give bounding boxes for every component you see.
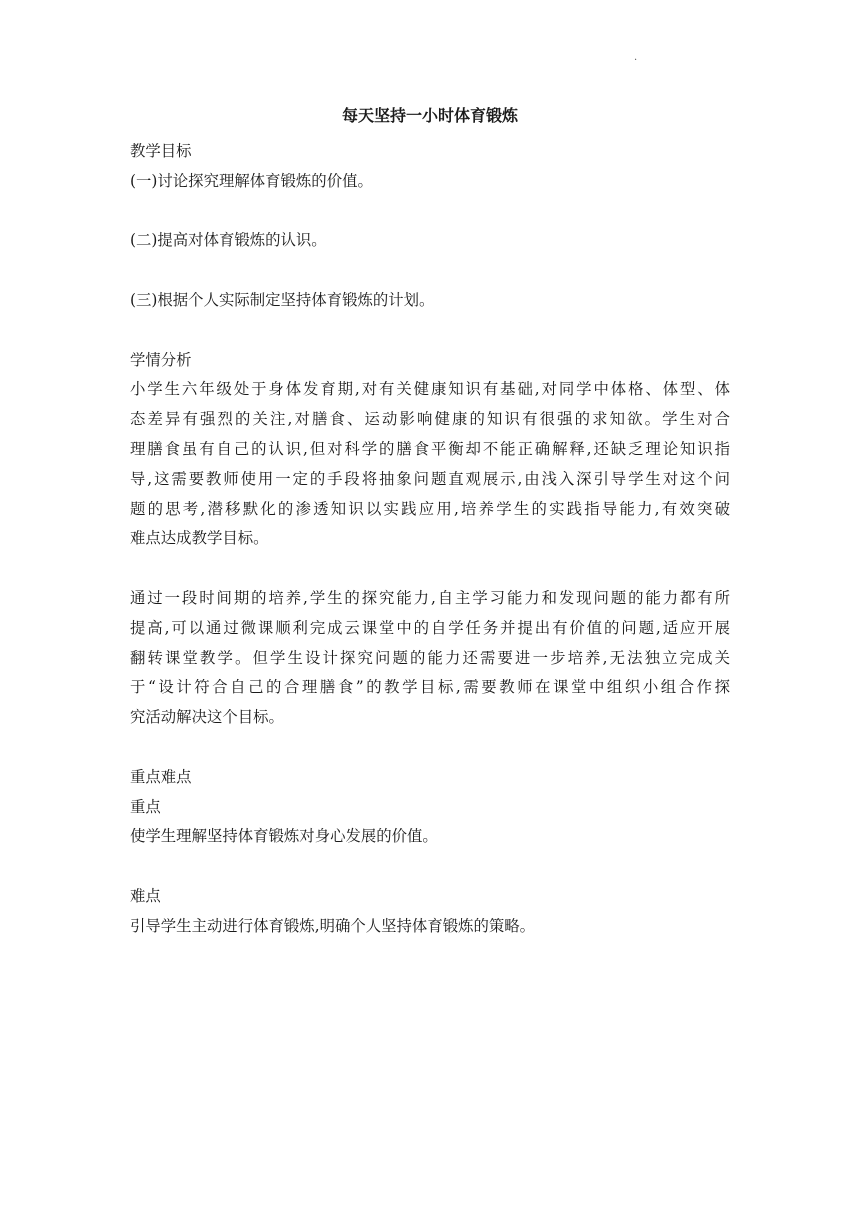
paragraph-line: 翻转课堂教学。但学生设计探究问题的能力还需要进一步培养,无法独立完成关 xyxy=(130,648,730,667)
goal-item-1: (一)讨论探究理解体育锻炼的价值。 xyxy=(130,171,373,190)
blank-line xyxy=(130,852,730,882)
subheading-key: 重点 xyxy=(130,797,161,816)
analysis-paragraph-2 xyxy=(130,584,730,733)
section-heading-key-points: 重点难点 xyxy=(130,767,192,786)
paragraph-line: 小学生六年级处于身体发育期,对有关健康知识有基础,对同学中体格、体型、体 xyxy=(130,380,730,399)
paragraph-line: 难点达成教学目标。 xyxy=(130,529,269,548)
paragraph-line: 态差异有强烈的关注,对膳食、运动影响健康的知识有很强的求知欲。学生对合 xyxy=(130,410,730,429)
blank-line xyxy=(130,316,730,346)
goal-item-3: (三)根据个人实际制定坚持体育锻炼的计划。 xyxy=(130,290,435,309)
blank-line xyxy=(130,197,730,227)
subheading-difficulty: 难点 xyxy=(130,886,161,905)
section-heading-analysis: 学情分析 xyxy=(130,350,192,369)
paragraph-line: 题的思考,潜移默化的渗透知识以实践应用,培养学生的实践指导能力,有效突破 xyxy=(130,499,730,518)
goal-item-2: (二)提高对体育锻炼的认识。 xyxy=(130,231,327,250)
blank-line xyxy=(130,256,730,286)
section-heading-goals: 教学目标 xyxy=(130,142,192,160)
paragraph-line: 理膳食虽有自己的认识,但对科学的膳食平衡却不能正确解释,还缺乏理论知识指 xyxy=(130,439,730,458)
blank-line xyxy=(130,733,730,763)
document-body xyxy=(130,137,730,942)
paragraph-line: 于“设计符合自己的合理膳食”的教学目标,需要教师在课堂中组织小组合作探 xyxy=(130,678,730,697)
paragraph-line: 提高,可以通过微课顺利完成云课堂中的自学任务并提出有价值的问题,适应开展 xyxy=(130,618,730,637)
paragraph-line: 导,这需要教师使用一定的手段将抽象问题直观展示,由浅入深引导学生对这个问 xyxy=(130,469,730,488)
key-point-text: 使学生理解坚持体育锻炼对身心发展的价值。 xyxy=(130,827,438,846)
paragraph-line: 究活动解决这个目标。 xyxy=(130,708,284,727)
analysis-paragraph-1 xyxy=(130,375,730,554)
blank-line xyxy=(130,554,730,584)
paragraph-line: 通过一段时间期的培养,学生的探究能力,自主学习能力和发现问题的能力都有所 xyxy=(130,588,730,607)
header-mark: . xyxy=(634,52,638,63)
document-title: 每天坚持一小时体育锻炼 xyxy=(341,106,518,125)
difficulty-text: 引导学生主动进行体育锻炼,明确个人坚持体育锻炼的策略。 xyxy=(130,916,536,935)
